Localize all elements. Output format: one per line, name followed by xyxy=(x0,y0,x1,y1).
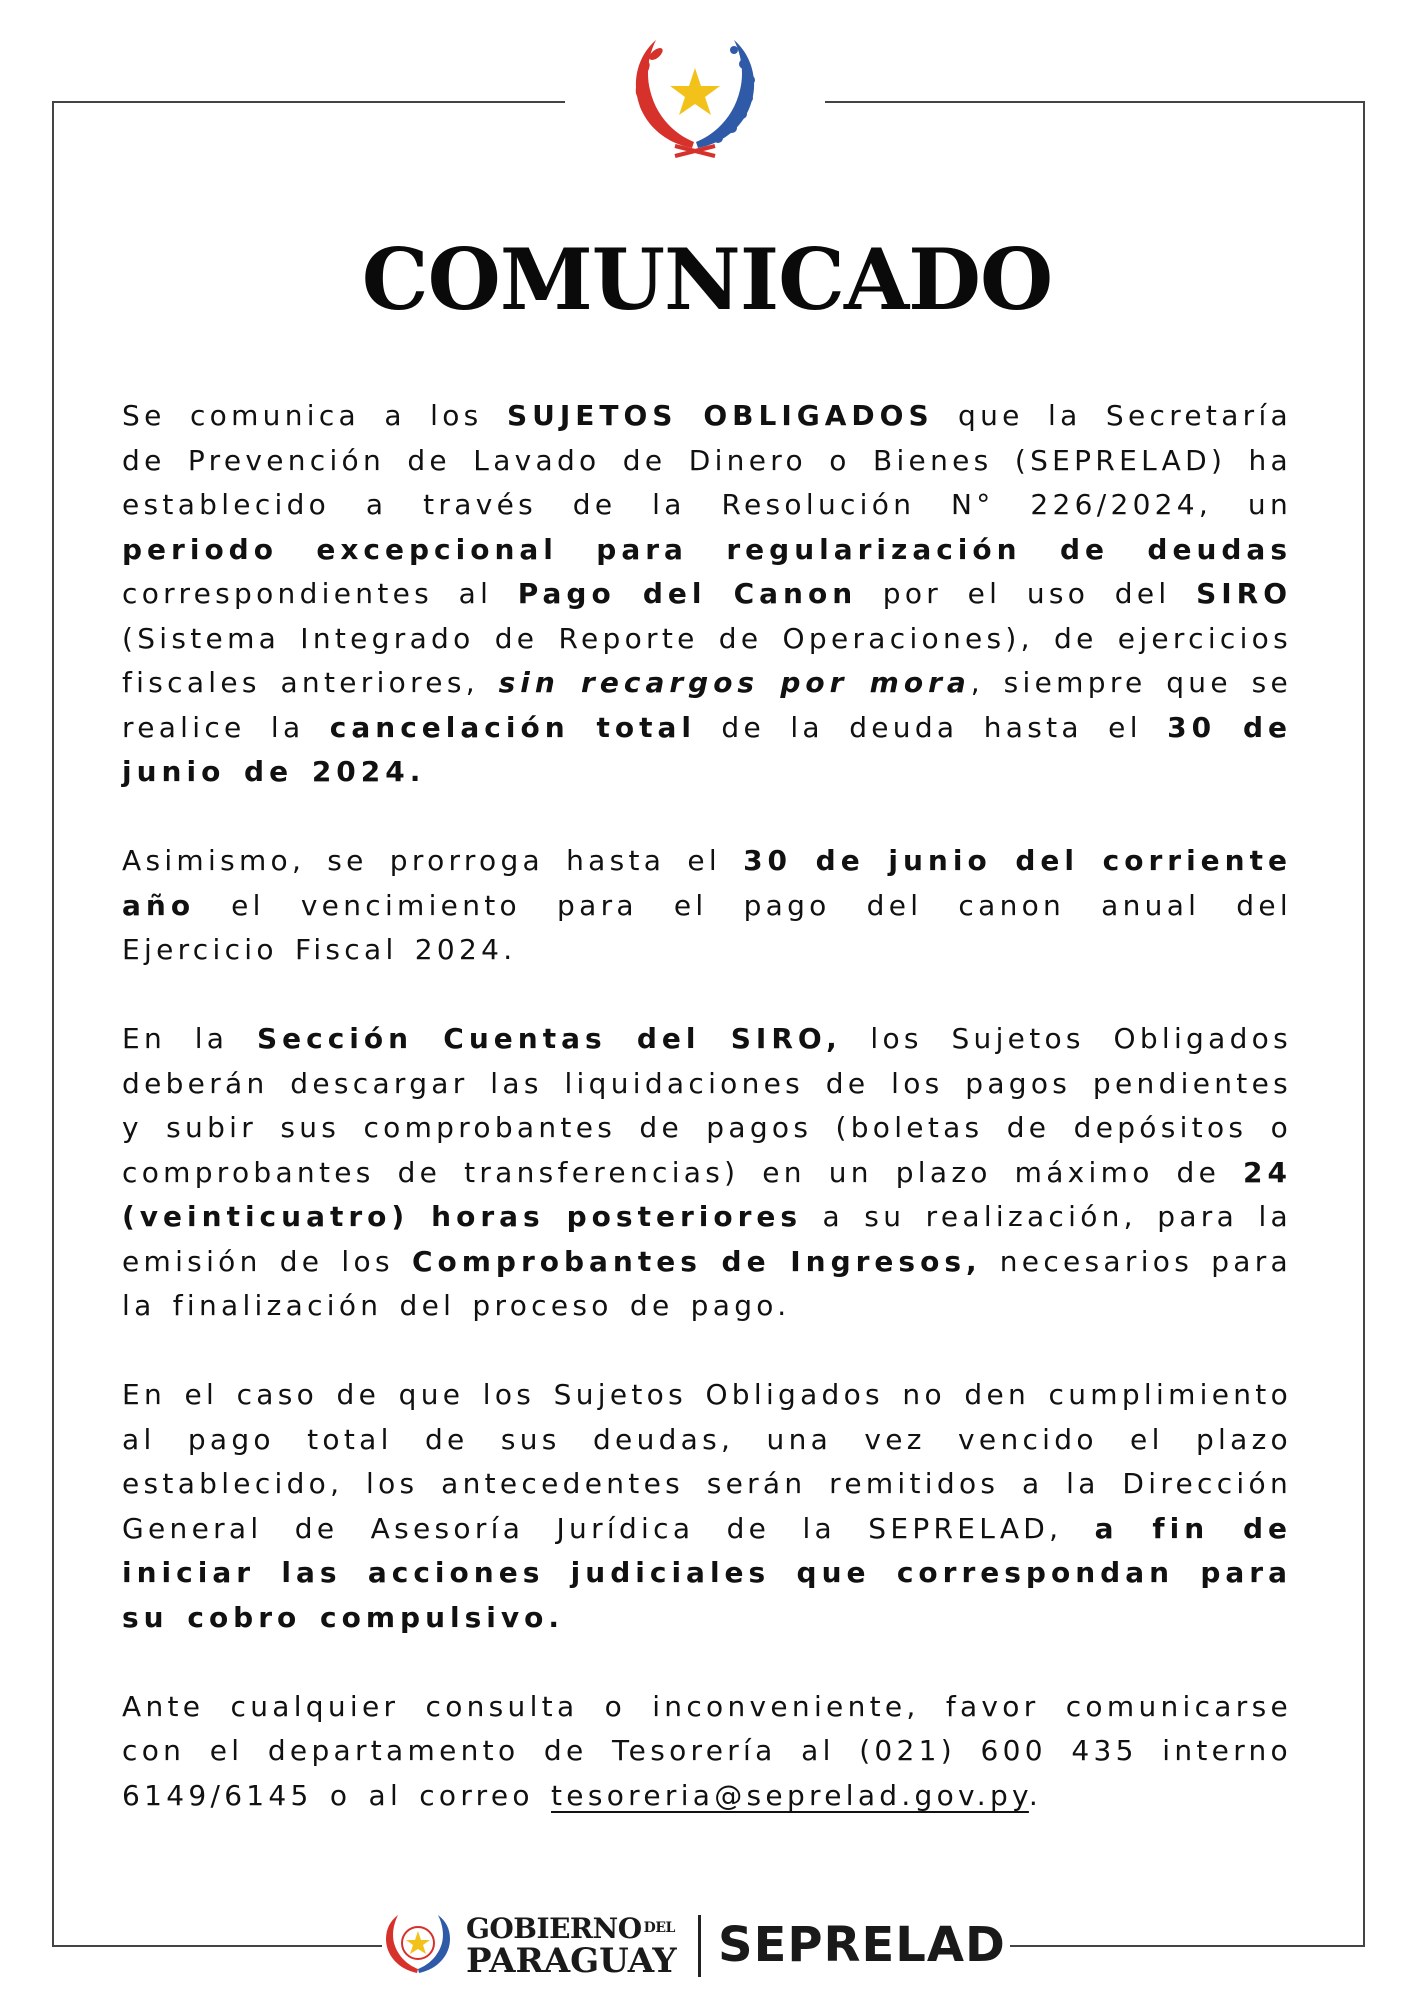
paragraph-text: correspondientes al xyxy=(122,577,518,610)
paragraph xyxy=(122,839,1292,973)
paragraph xyxy=(122,394,1292,795)
emphasis-text: a fin de iniciar las acciones judiciales que correspondan para su cobro compulsivo. xyxy=(122,1511,1293,1634)
paragraph xyxy=(122,1685,1292,1819)
paragraph-text: Ante cualquier consulta o inconveniente, favor comunicarse con el departamento de Tesorería al (021) 600 435 interno 6149/6145 o al correo xyxy=(122,1689,1292,1812)
emphasis-text: sin recargos por mora xyxy=(498,666,971,699)
emphasis-text: Pago del Canon xyxy=(517,577,858,610)
paragraph-text: (Sistema Integrado de Reporte de Operaciones), de ejercicios fiscales anteriores, xyxy=(122,621,1292,699)
frame-bottom-left xyxy=(52,1945,382,1947)
paragraph-text: el vencimiento para el pago del canon anual del Ejercicio Fiscal 2024. xyxy=(122,888,1292,966)
email-link[interactable]: tesoreria@seprelad.gov.py xyxy=(551,1778,1029,1812)
paragraph-text: En la xyxy=(122,1022,257,1055)
emphasis-text: SUJETOS OBLIGADOS xyxy=(506,399,934,432)
paragraph-text: En el caso de que los Sujetos Obligados no den cumplimiento al pago total de sus deudas, una vez vencido el plazo establecido, los antecedentes serán remitidos a la Dirección General de Asesoría Jurídica de la SEPRELAD, xyxy=(122,1378,1292,1545)
frame-right xyxy=(1363,101,1365,1947)
logo-divider xyxy=(698,1915,701,1977)
paragraph xyxy=(122,1373,1292,1640)
paragraph-text: que la Secretaría de Prevención de Lavado de Dinero o Bienes (SEPRELAD) ha establecido a través de la Resolución N° 226/2024, un xyxy=(122,399,1293,521)
emphasis-text: 24 (veinticuatro) horas posteriores xyxy=(122,1155,1292,1233)
paragraph-text: por el uso del xyxy=(857,577,1197,610)
emphasis-text: cancelación total xyxy=(329,710,697,744)
emphasis-text: SIRO xyxy=(1196,577,1293,610)
del-text: DEL xyxy=(643,1920,675,1936)
notice-body xyxy=(122,394,1292,1863)
emphasis-text: Sección Cuentas del SIRO, xyxy=(256,1022,842,1055)
frame-left xyxy=(52,101,54,1947)
paragraph-text: de la deuda hasta el xyxy=(696,710,1168,744)
paragraph-text: , siempre que se realice la xyxy=(122,666,1292,744)
page-title: COMUNICADO xyxy=(361,230,1053,329)
gobierno-paraguay-logo xyxy=(466,1912,677,1981)
paragraph xyxy=(122,1017,1292,1329)
paragraph-text: Asimismo, se prorroga hasta el xyxy=(122,844,744,877)
gobierno-text: GOBIERNO xyxy=(466,1912,642,1945)
emphasis-text: Comprobantes de Ingresos, xyxy=(411,1244,982,1278)
paragraph-text: . xyxy=(1028,1778,1043,1812)
paragraph-text: a su realización, para la emisión de los xyxy=(122,1200,1293,1278)
paragraph-text: Se comunica a los xyxy=(122,399,507,432)
frame-bottom-right xyxy=(1010,1945,1365,1947)
emphasis-text: 30 de junio de 2024. xyxy=(122,710,1293,788)
emphasis-text: 30 de junio del corriente año xyxy=(122,844,1292,922)
footer-logos xyxy=(380,1905,1020,1985)
paragraph-text: los Sujetos Obligados deberán descargar las liquidaciones de los pagos pendientes y subir sus comprobantes de pagos (boletas de depósitos o comprobantes de transferencias) en un plazo máximo de xyxy=(122,1022,1292,1189)
paragraph-text: necesarios para la finalización del proceso de pago. xyxy=(122,1244,1292,1322)
seprelad-logo: SEPRELAD xyxy=(718,1917,1006,1973)
paraguay-coat-of-arms-icon xyxy=(620,30,770,170)
frame-top-left xyxy=(52,101,565,103)
paraguay-coat-of-arms-icon xyxy=(380,1909,456,1981)
frame-top-right xyxy=(825,101,1365,103)
paraguay-text: PARAGUAY xyxy=(466,1941,677,1981)
emphasis-text: periodo excepcional para regularización de deudas xyxy=(122,532,1292,566)
